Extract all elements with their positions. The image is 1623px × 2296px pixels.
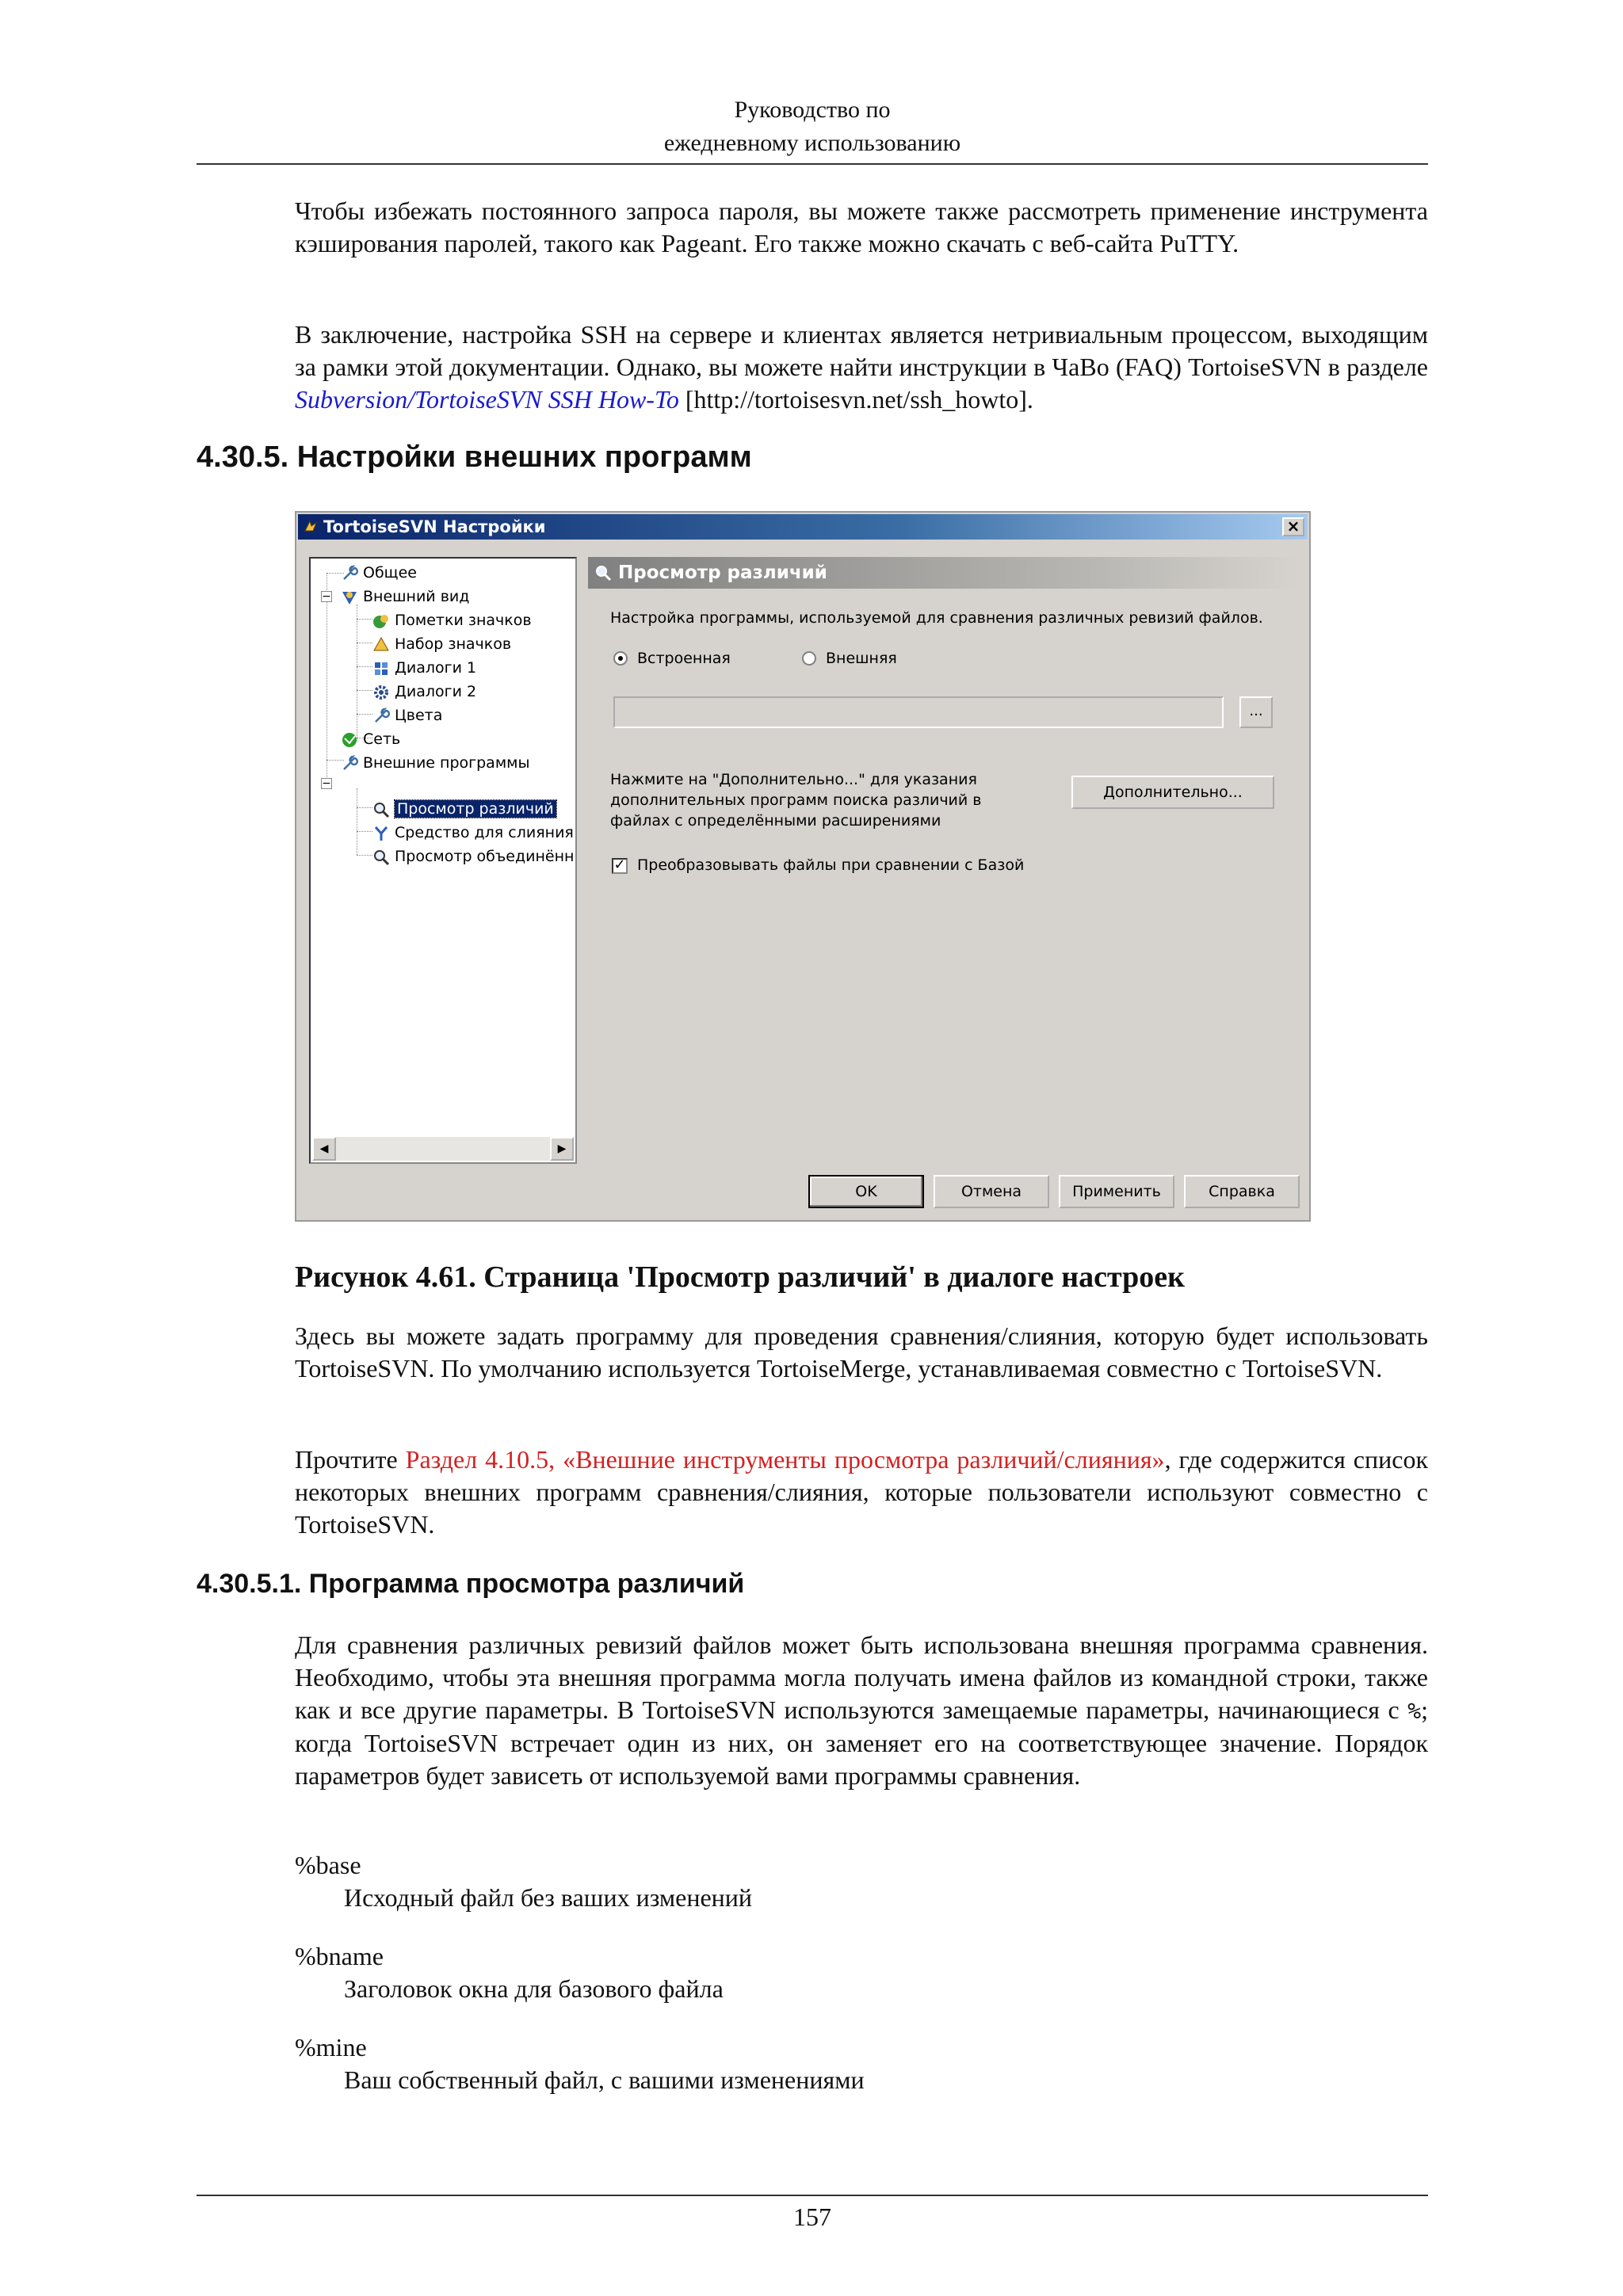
tree-connector [357, 619, 372, 620]
header-line-2: ежедневному использованию [663, 130, 961, 156]
read-suffix: , где содержится список некоторых внешних программ сравнения/слияния, которые пользователи используют совместно с TortoiseSVN. [295, 1445, 1429, 1539]
percent-code: % [1407, 1698, 1422, 1724]
tree-item-icon-set[interactable]: Набор значков [372, 633, 511, 655]
tree-item-unified-diff[interactable]: Просмотр объединённ [372, 845, 574, 868]
panel-header [588, 557, 1300, 589]
diff-params-text-2: ; когда TortoiseSVN встречает один из них, он заменяет его на соответствующее значение. Порядок параметров будет зависеть от используемой вами программы сравнения. [295, 1695, 1428, 1790]
paragraph-diff-params [295, 1629, 1428, 1792]
paragraph-read-section [295, 1444, 1428, 1541]
tree-connector [357, 807, 372, 808]
settings-tree[interactable] [309, 557, 577, 1164]
footer-rule [197, 2195, 1428, 2196]
advanced-description-line: Нажмите на "Дополнительно..." для указания [610, 771, 977, 788]
header-rule [197, 163, 1428, 165]
radio-external[interactable] [802, 651, 816, 666]
page-number: 157 [793, 2203, 831, 2231]
close-button[interactable]: × [1282, 517, 1304, 536]
convert-files-checkbox[interactable]: ✓ [612, 858, 628, 874]
diff-params-text: Для сравнения различных ревизий файлов может быть использована внешняя программа сравнения. Необходимо, чтобы эта внешняя программа могла получать имена файлов из командной строки, также как и все другие параметры. В TortoiseSVN используются замещаемые параметры, начинающиеся с [295, 1630, 1428, 1724]
tree-item-dialogs-1[interactable]: Диалоги 1 [372, 657, 476, 679]
advanced-description [610, 769, 982, 831]
settings-dialog [295, 511, 1311, 1222]
dialog-titlebar [298, 514, 1308, 540]
icon-set-icon [372, 636, 390, 654]
external-program-path-input[interactable] [613, 696, 1224, 728]
panel-title: Просмотр различий [618, 563, 827, 583]
tree-item-dialogs-2[interactable]: Диалоги 2 [372, 681, 476, 703]
apply-button[interactable]: Применить [1059, 1175, 1174, 1208]
tree-connector [357, 855, 372, 856]
scroll-right-button[interactable]: ▶ [550, 1137, 574, 1161]
tree-horizontal-scrollbar[interactable] [312, 1137, 574, 1161]
advanced-description-line: файлах с определёнными расширениями [610, 812, 941, 830]
tree-connector [357, 666, 372, 667]
gear-icon [372, 684, 390, 701]
ssh-howto-link[interactable]: Subversion/TortoiseSVN SSH How-To [295, 385, 679, 414]
section-4-10-5-link[interactable]: Раздел 4.10.5, «Внешние инструменты просмотра различий/слияния» [405, 1445, 1165, 1474]
header-line-1: Руководство по [734, 97, 891, 123]
tree-item-icon-overlays[interactable]: Пометки значков [372, 609, 532, 631]
term-bname: %bname [295, 1942, 384, 1970]
wrench-icon [372, 707, 390, 725]
merge-icon [372, 825, 390, 842]
term-base: %base [295, 1851, 361, 1879]
wrench-icon [341, 755, 358, 772]
browse-button[interactable]: ... [1239, 696, 1273, 728]
convert-files-label: Преобразовывать файлы при сравнении с Базой [637, 856, 1025, 874]
tree-connector [357, 831, 372, 832]
figure-caption: Рисунок 4.61. Страница 'Просмотр различий' в диалоге настроек [295, 1261, 1186, 1294]
overlay-icon [372, 612, 390, 630]
advanced-description-line: дополнительных программ поиска различий в [610, 791, 982, 809]
definition-base: Исходный файл без ваших изменений [344, 1883, 753, 1912]
radio-builtin-label: Встроенная [637, 650, 731, 667]
tree-item-general[interactable]: Общее [341, 562, 417, 584]
help-button[interactable]: Справка [1184, 1175, 1300, 1208]
cancel-button[interactable]: Отмена [934, 1175, 1049, 1208]
section-title: 4.30.5. Настройки внешних программ [197, 441, 752, 474]
term-mine: %mine [295, 2033, 367, 2061]
paragraph-pageant: Чтобы избежать постоянного запроса пароля, вы можете также рассмотреть применение инструмента кэширования паролей, такого как Pageant. Его также можно скачать с веб-сайта PuTTY. [295, 196, 1428, 257]
radio-external-label: Внешняя [826, 650, 897, 667]
magnifier-icon [594, 564, 612, 582]
advanced-button[interactable]: Дополнительно... [1071, 776, 1274, 809]
tree-item-merge-tool[interactable]: Средство для слияния [372, 822, 574, 844]
tree-item-diff-viewer[interactable]: Просмотр различий [372, 798, 556, 820]
definition-mine: Ваш собственный файл, с вашими изменениями [344, 2065, 865, 2094]
read-prefix: Прочтите [295, 1445, 406, 1474]
tortoisesvn-app-icon [303, 519, 319, 535]
wrench-icon [341, 565, 358, 582]
definition-bname: Заголовок окна для базового файла [344, 1974, 724, 2003]
tree-item-appearance[interactable]: Внешний вид [341, 585, 469, 608]
network-globe-icon [341, 731, 358, 749]
panel-description: Настройка программы, используемой для сравнения различных ревизий файлов. [610, 609, 1263, 627]
ok-button[interactable]: OK [808, 1175, 924, 1208]
tree-connector [357, 714, 372, 715]
radio-builtin[interactable] [613, 651, 628, 666]
paragraph-ssh-text: В заключение, настройка SSH на сервере и клиентах является нетривиальным процессом, выходящим за рамки этой документации. Однако, вы можете найти инструкции в ЧаВо (FAQ) TortoiseSVN в разделе [295, 320, 1428, 381]
ssh-howto-url: [http://tortoisesvn.net/ssh_howto]. [678, 385, 1033, 414]
running-header [197, 93, 1428, 160]
appearance-icon [341, 589, 358, 606]
tree-item-colors[interactable]: Цвета [372, 704, 442, 727]
magnifier-icon [372, 801, 390, 818]
paragraph-ssh-conclusion [295, 318, 1428, 416]
tree-connector [357, 690, 372, 691]
scroll-left-button[interactable]: ◀ [312, 1137, 336, 1161]
paragraph-merge-tool: Здесь вы можете задать программу для проведения сравнения/слияния, которую будет использовать TortoiseSVN. По умолчанию используется TortoiseMerge, устанавливаемая совместно с TortoiseSVN. [295, 1322, 1428, 1383]
collapse-toggle-external[interactable]: − [322, 777, 331, 790]
dialog-title: TortoiseSVN Настройки [323, 517, 546, 536]
windows-icon [372, 660, 390, 677]
collapse-toggle-appearance[interactable]: − [322, 590, 331, 603]
tree-item-external-programs[interactable]: Внешние программы [341, 752, 530, 774]
tree-item-network[interactable]: Сеть [341, 728, 400, 750]
magnifier-icon [372, 849, 390, 866]
subsection-title: 4.30.5.1. Программа просмотра различий [197, 1569, 745, 1599]
